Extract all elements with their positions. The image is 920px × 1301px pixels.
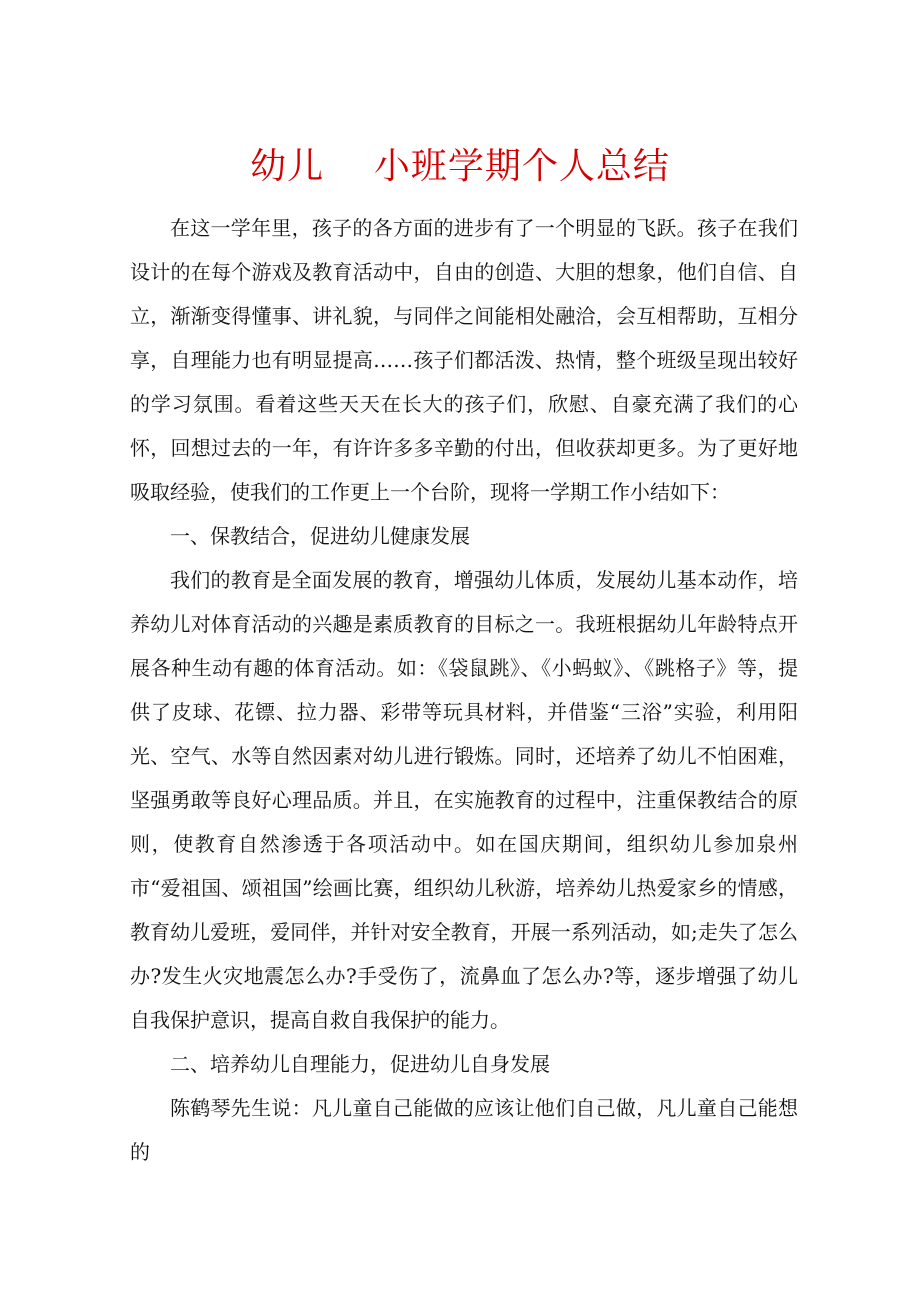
document-body bbox=[130, 206, 798, 1174]
section-heading-2: 二、培养幼儿自理能力，促进幼儿自身发展 bbox=[170, 1052, 550, 1076]
paragraph-section-2: 陈鹤琴先生说：凡儿童自己能做的应该让他们自己做，凡儿童自己能想的 bbox=[130, 1096, 798, 1164]
paragraph-section-1: 我们的教育是全面发展的教育，增强幼儿体质，发展幼儿基本动作，培养幼儿对体育活动的兴趣是素质教育的目标之一。我班根据幼儿年龄特点开展各种生动有趣的体育活动。如：《袋鼠跳》、《小蚂蚁》、《跳格子》等，提供了皮球、花镖、拉力器、彩带等玩具材料，并借鉴“三浴”实验，利用阳光、空气、水等自然因素对幼儿进行锻炼。同时，还培养了幼儿不怕困难，坚强勇敢等良好心理品质。并且，在实施教育的过程中，注重保教结合的原则，使教育自然渗透于各项活动中。如在国庆期间，组织幼儿参加泉州市“爱祖国、颂祖国”绘画比赛，组织幼儿秋游，培养幼儿热爱家乡的情感，教育幼儿爱班，爱同伴，并针对安全教育，开展一系列活动，如;走失了怎么办?发生火灾地震怎么办?手受伤了，流鼻血了怎么办?等，逐步增强了幼儿自我保护意识，提高自救自我保护的能力。 bbox=[130, 568, 798, 1032]
section-heading-1: 一、保教结合，促进幼儿健康发展 bbox=[170, 524, 470, 548]
document-title: 幼儿 小班学期个人总结 bbox=[250, 146, 670, 187]
paragraph-intro: 在这一学年里，孩子的各方面的进步有了一个明显的飞跃。孩子在我们设计的在每个游戏及教育活动中，自由的创造、大胆的想象，他们自信、自立，渐渐变得懂事、讲礼貌，与同伴之间能相处融洽，会互相帮助，互相分享，自理能力也有明显提高……孩子们都活泼、热情，整个班级呈现出较好的学习氛围。看着这些天天在长大的孩子们，欣慰、自豪充满了我们的心怀，回想过去的一年，有许许多多辛勤的付出，但收获却更多。为了更好地吸取经验，使我们的工作更上一个台阶，现将一学期工作小结如下： bbox=[130, 216, 798, 504]
